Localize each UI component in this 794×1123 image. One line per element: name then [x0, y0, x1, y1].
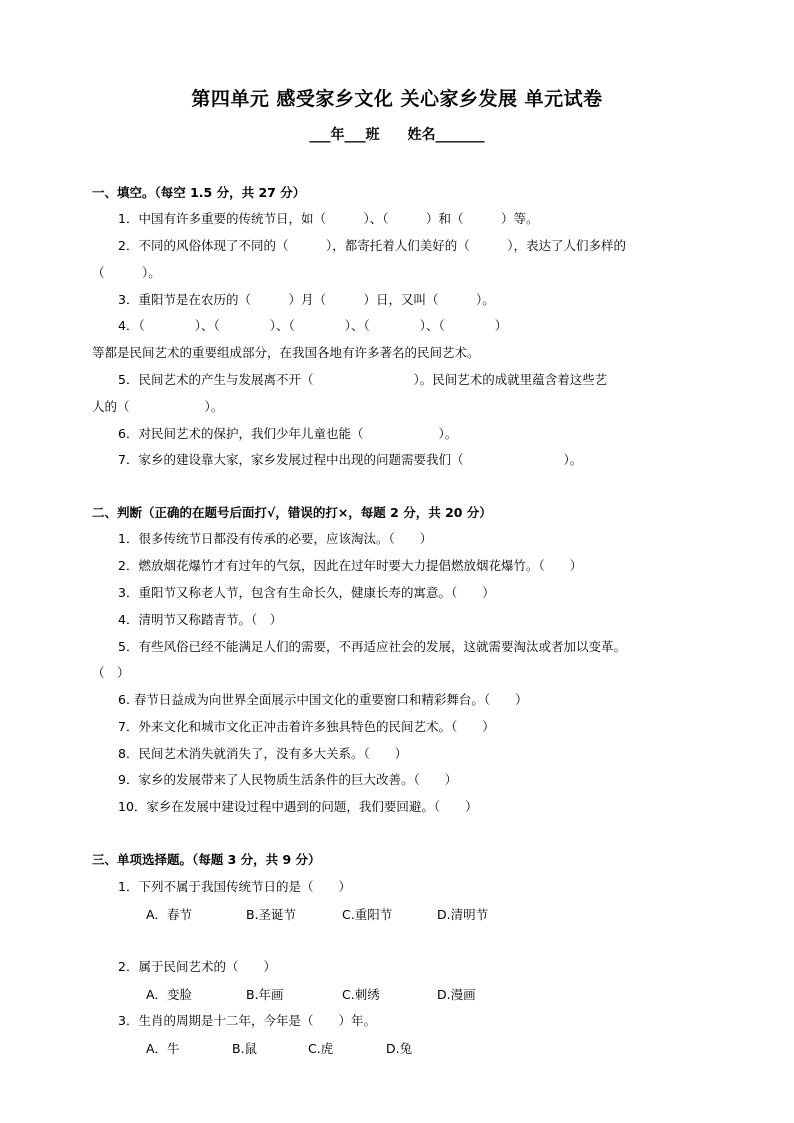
- s2-question-8: 8．民间艺术消失就消失了，没有多大关系。（ ）: [118, 746, 408, 761]
- s3-q3-option-b: B.鼠: [232, 1041, 258, 1056]
- s2-question-2: 2．燃放烟花爆竹才有过年的气氛，因此在过年时要大力提倡燃放烟花爆竹。（ ）: [118, 558, 583, 573]
- page-title: 第四单元 感受家乡文化 关心家乡发展 单元试卷: [191, 88, 603, 110]
- s3-q3-option-c: C.虎: [308, 1041, 334, 1056]
- s1-question-7: 7．家乡的建设靠大家，家乡发展过程中出现的问题需要我们（ ）。: [118, 452, 583, 467]
- section2-heading: 二、判断（正确的在题号后面打√，错误的打×，每题 2 分，共 20 分）: [92, 505, 492, 520]
- s3-q2-option-b: B.年画: [246, 987, 284, 1002]
- s2-question-10: 10．家乡在发展中建设过程中遇到的问题，我们要回避。（ ）: [118, 799, 478, 814]
- s1-question-6: 6．对民间艺术的保护，我们少年儿童也能（ ）。: [118, 426, 458, 441]
- s3-q3-option-d: D.兔: [386, 1041, 413, 1056]
- s2-question-1: 1．很多传统节日都没有传承的必要，应该淘汰。（ ）: [118, 531, 433, 546]
- s1-question-4: 4．（ ）、（ ）、（ ）、（ ）、（ ）: [118, 318, 508, 333]
- s3-q1-option-a: A．春节: [146, 907, 193, 922]
- s1-question-5-cont: 人的（ ）。: [92, 399, 224, 414]
- s1-question-2: 2．不同的风俗体现了不同的（ ），都寄托着人们美好的（ ），表达了人们多样的: [118, 238, 626, 253]
- s2-question-3: 3．重阳节又称老人节，包含有生命长久，健康长寿的寓意。（ ）: [118, 585, 495, 600]
- s3-question-3: 3．生肖的周期是十二年，今年是（ ）年。: [118, 1013, 376, 1028]
- s3-q1-option-b: B.圣诞节: [246, 907, 297, 922]
- s2-question-4: 4．清明节又称踏青节。（ ）: [118, 612, 283, 627]
- s3-question-1: 1．下列不属于我国传统节日的是（ ）: [118, 879, 351, 894]
- section3-heading: 三、单项选择题。（每题 3 分，共 9 分）: [92, 852, 321, 867]
- s3-q2-option-d: D.漫画: [437, 987, 476, 1002]
- s3-question-2: 2．属于民间艺术的（ ）: [118, 959, 276, 974]
- section1-heading: 一、填空。（每空 1.5 分，共 27 分）: [92, 185, 306, 200]
- s1-question-4-cont: 等都是民间艺术的重要组成部分，在我国各地有许多著名的民间艺术。: [92, 345, 480, 360]
- s3-q2-option-a: A．变脸: [146, 987, 193, 1002]
- s1-question-2-cont: （ ）。: [92, 265, 161, 280]
- s3-q1-option-c: C.重阳节: [342, 907, 393, 922]
- s2-question-9: 9．家乡的发展带来了人民物质生活条件的巨大改善。（ ）: [118, 772, 458, 787]
- s3-q3-option-a: A．牛: [146, 1041, 180, 1056]
- s1-question-5: 5．民间艺术的产生与发展离不开（ ）。民间艺术的成就里蕴含着这些艺: [118, 372, 608, 387]
- s1-question-3: 3．重阳节是在农历的（ ）月（ ）日，又叫（ ）。: [118, 292, 495, 307]
- s2-question-5: 5．有些风俗已经不能满足人们的需要，不再适应社会的发展，这就需要淘汰或者加以变革。: [118, 639, 626, 654]
- s2-question-5-cont: （ ）: [92, 665, 130, 680]
- s3-q2-option-c: C.刺绣: [342, 987, 380, 1002]
- student-info-line: ___年___班 姓名_______: [309, 127, 485, 143]
- s1-question-1: 1．中国有许多重要的传统节日，如（ ）、（ ）和（ ）等。: [118, 211, 539, 226]
- s2-question-7: 7．外来文化和城市文化正冲击着许多独具特色的民间艺术。（ ）: [118, 719, 495, 734]
- s3-q1-option-d: D.清明节: [437, 907, 489, 922]
- s2-question-6: 6. 春节日益成为向世界全面展示中国文化的重要窗口和精彩舞台。（ ）: [118, 692, 528, 707]
